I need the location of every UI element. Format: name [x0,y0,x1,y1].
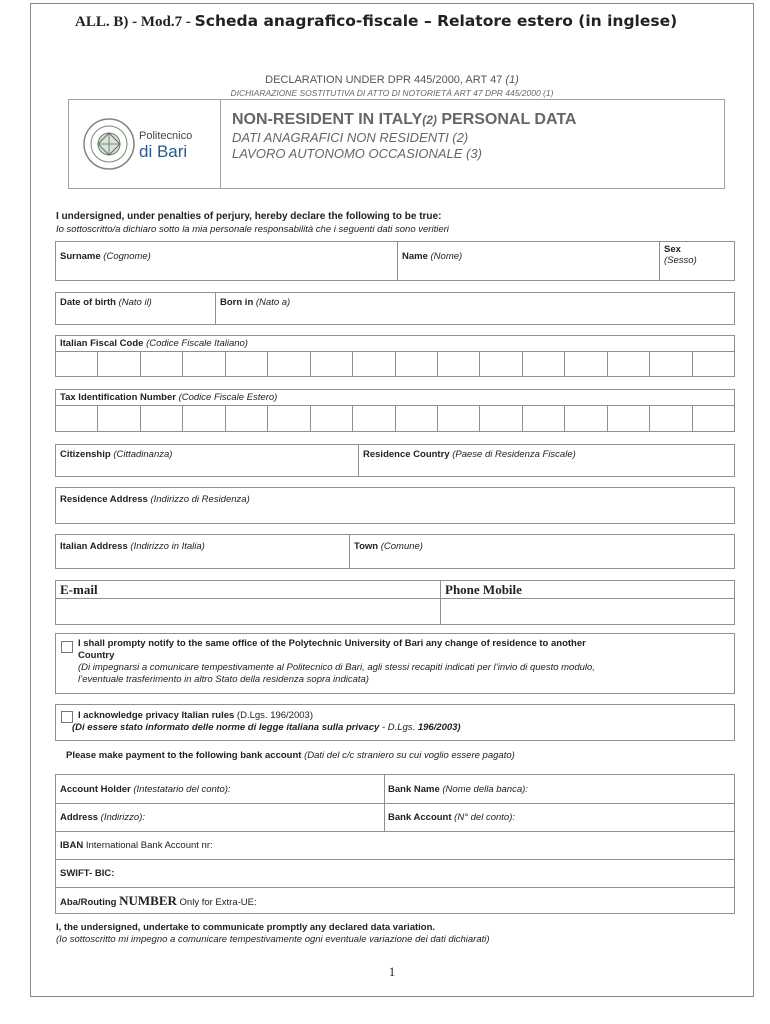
row-contacts [55,580,735,625]
politecnico-logo [69,100,221,188]
logo-text-line1: Politecnico [139,130,193,142]
residence-country-field[interactable]: Residence Country (Paese di Residenza Fiscale) [363,449,576,460]
logo-text-line2: di Bari [139,142,188,161]
fiscal-code-boxes [56,351,734,376]
row-birth [55,292,735,325]
born-in-field[interactable]: Born in (Nato a) [220,297,291,308]
date-of-birth-field[interactable]: Date of birth (Nato il) [56,293,216,324]
form-title: ALL. B) - Mod.7 - Scheda anagrafico-fiscale – Relatore estero (in inglese) [75,12,678,30]
declaration-subheading: DICHIARAZIONE SOSTITUTIVA DI ATTO DI NOTORIETÀ ART 47 DPR 445/2000 (1) [230,88,554,98]
header-box-subtitle-2: LAVORO AUTONOMO OCCASIONALE (3) [232,146,482,161]
intro-statement-it: Io sottoscritto/a dichiaro sotto la mia personale responsabilità che i seguenti dati sono veritieri [56,224,449,235]
fiscal-code-field[interactable]: Italian Fiscal Code (Codice Fiscale Italiano) [55,335,735,377]
aba-routing-field[interactable]: Aba/Routing NUMBER Only for Extra-UE: [60,893,257,908]
sex-field[interactable]: Sex (Sesso) [664,244,697,266]
email-label-cell: E-mail [56,581,441,598]
form-page [30,3,754,997]
page-number: 1 [388,964,396,979]
surname-field[interactable]: Surname (Cognome) [56,242,398,280]
iban-field[interactable]: IBAN International Bank Account nr: [60,840,213,851]
citizenship-field[interactable]: Citizenship (Cittadinanza) [56,445,359,476]
payment-intro: Please make payment to the following bank account (Dati del c/c straniero su cui voglio essere pagato) [66,750,515,761]
bank-account-field[interactable]: Bank Account (N° del conto): [388,812,515,823]
residence-address-field[interactable]: Residence Address (Indirizzo di Residenza) [55,487,735,524]
tax-id-boxes [56,405,734,431]
header-box-title: NON-RESIDENT IN ITALY(2) PERSONAL DATA [232,111,577,128]
undertaking-statement: I, the undersigned, undertake to communicate promptly any declared data variation. [56,922,436,933]
residence-change-checkbox[interactable] [61,641,73,653]
bank-address-field[interactable]: Address (Indirizzo): [60,812,145,823]
italian-address-field[interactable]: Italian Address (Indirizzo in Italia) [56,535,350,568]
header-box [68,99,725,189]
tax-id-field[interactable]: Tax Identification Number (Codice Fiscale Estero) [55,389,735,432]
phone-field[interactable] [441,599,734,624]
header-box-text [232,111,576,161]
intro-statement: I undersigned, under penalties of perjury, hereby declare the following to be true: [56,211,442,222]
header-box-subtitle-1: DATI ANAGRAFICI NON RESIDENTI (2) [232,130,469,145]
bank-name-field[interactable]: Bank Name (Nome della banca): [388,784,528,795]
email-field[interactable] [56,599,441,624]
bank-details-table [55,774,735,914]
swift-bic-field[interactable]: SWIFT- BIC: [60,868,115,879]
row-surname-name-sex [55,241,735,281]
town-field[interactable]: Town (Comune) [354,541,423,552]
name-field[interactable]: Name (Nome) [398,242,660,280]
row-citizenship [55,444,735,477]
row-italian-address [55,534,735,569]
declaration-heading: DECLARATION UNDER DPR 445/2000, ART 47 (1) [265,74,519,86]
privacy-acknowledgement: I acknowledge privacy Italian rules (D.Lgs. 196/2003) (Di essere stato informato delle norme di legge italiana sulla privacy - D.Lgs. 196/2003) [55,704,735,741]
residence-change-notice: I shall prompty notify to the same office of the Polytechnic University of Bari any change of residence to another Country (Di impegnarsi a comunicare tempestivamente al Politecnico di Bari, agli stessi recapiti indicati per l’invio di questo modulo, l’eventuale trasferimento in altro Stato della residenza sopra indicata) [55,633,735,694]
undertaking-statement-it: (Io sottoscritto mi impegno a comunicare tempestivamente ogni eventuale variazione dei dati dichiarati) [56,934,490,945]
account-holder-field[interactable]: Account Holder (Intestatario del conto): [60,784,231,795]
phone-label-cell: Phone Mobile [445,582,522,597]
